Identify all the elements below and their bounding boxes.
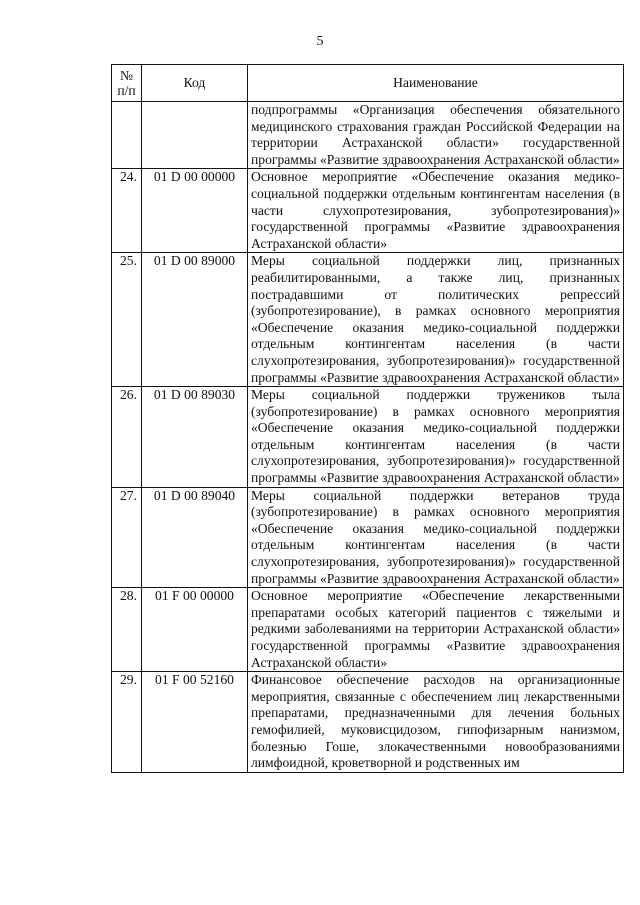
table-row	[112, 102, 624, 169]
header-number: № п/п	[112, 65, 142, 102]
row-code: 01 D 00 89030	[142, 387, 248, 488]
page-number: 5	[316, 34, 324, 49]
row-code: 01 F 00 52160	[142, 672, 248, 773]
header-name: Наименование	[248, 65, 624, 102]
row-code: 01 F 00 00000	[142, 588, 248, 672]
row-name: Меры социальной поддержки лиц, признанных реабилитированными, а также лиц, признанных пострадавшими от политических репрессий (зубопротезирование), в рамках основного мероприятия «Обеспечение оказания медико-социальной поддержки отдельным контингентам населения (в части слухопротезирования, зубопротезирования)» государственной программы «Развитие здравоохранения Астраханской области»	[248, 253, 624, 387]
table-row	[112, 387, 624, 488]
row-number: 25.	[112, 253, 142, 387]
row-code: 01 D 00 89040	[142, 487, 248, 588]
row-name: подпрограммы «Организация обеспечения обязательного медицинского страхования граждан Российской Федерации на территории Астраханской области» государственной программы «Развитие здравоохранения Астраханской области»	[248, 102, 624, 169]
table-header-row	[112, 65, 624, 102]
table-row	[112, 588, 624, 672]
row-name: Меры социальной поддержки тружеников тыла (зубопротезирование) в рамках основного мероприятия «Обеспечение оказания медико-социальной поддержки отдельным контингентам населения (в части слухопротезирования, зубопротезирования)» государственной программы «Развитие здравоохранения Астраханской области»	[248, 387, 624, 488]
row-name: Основное мероприятие «Обеспечение оказания медико-социальной поддержки отдельным контингентам населения (в части слухопротезирования, зубопротезирования)» государственной программы «Развитие здравоохранения Астраханской области»	[248, 169, 624, 253]
row-number	[112, 102, 142, 169]
row-number: 26.	[112, 387, 142, 488]
row-number: 27.	[112, 487, 142, 588]
row-name: Меры социальной поддержки ветеранов труда (зубопротезирование) в рамках основного мероприятия «Обеспечение оказания медико-социальной поддержки отдельным контингентам населения (в части слухопротезирования, зубопротезирования)» государственной программы «Развитие здравоохранения Астраханской области»	[248, 487, 624, 588]
row-name: Основное мероприятие «Обеспечение лекарственными препаратами особых категорий пациентов с тяжелыми и редкими заболеваниями на территории Астраханской области» государственной программы «Развитие здравоохранения Астраханской области»	[248, 588, 624, 672]
row-name: Финансовое обеспечение расходов на организационные мероприятия, связанные с обеспечением лиц лекарственными препаратами, предназначенными для лечения больных гемофилией, муковисцидозом, гипофизарным нанизмом, болезнью Гоше, злокачественными новообразованиями лимфоидной, кроветворной и родственных им	[248, 672, 624, 773]
table-row	[112, 487, 624, 588]
header-code: Код	[142, 65, 248, 102]
classification-table	[111, 64, 624, 773]
row-code: 01 D 00 89000	[142, 253, 248, 387]
row-code	[142, 102, 248, 169]
table-row	[112, 672, 624, 773]
row-code: 01 D 00 00000	[142, 169, 248, 253]
row-number: 28.	[112, 588, 142, 672]
row-number: 24.	[112, 169, 142, 253]
table-row	[112, 253, 624, 387]
row-number: 29.	[112, 672, 142, 773]
table-row	[112, 169, 624, 253]
